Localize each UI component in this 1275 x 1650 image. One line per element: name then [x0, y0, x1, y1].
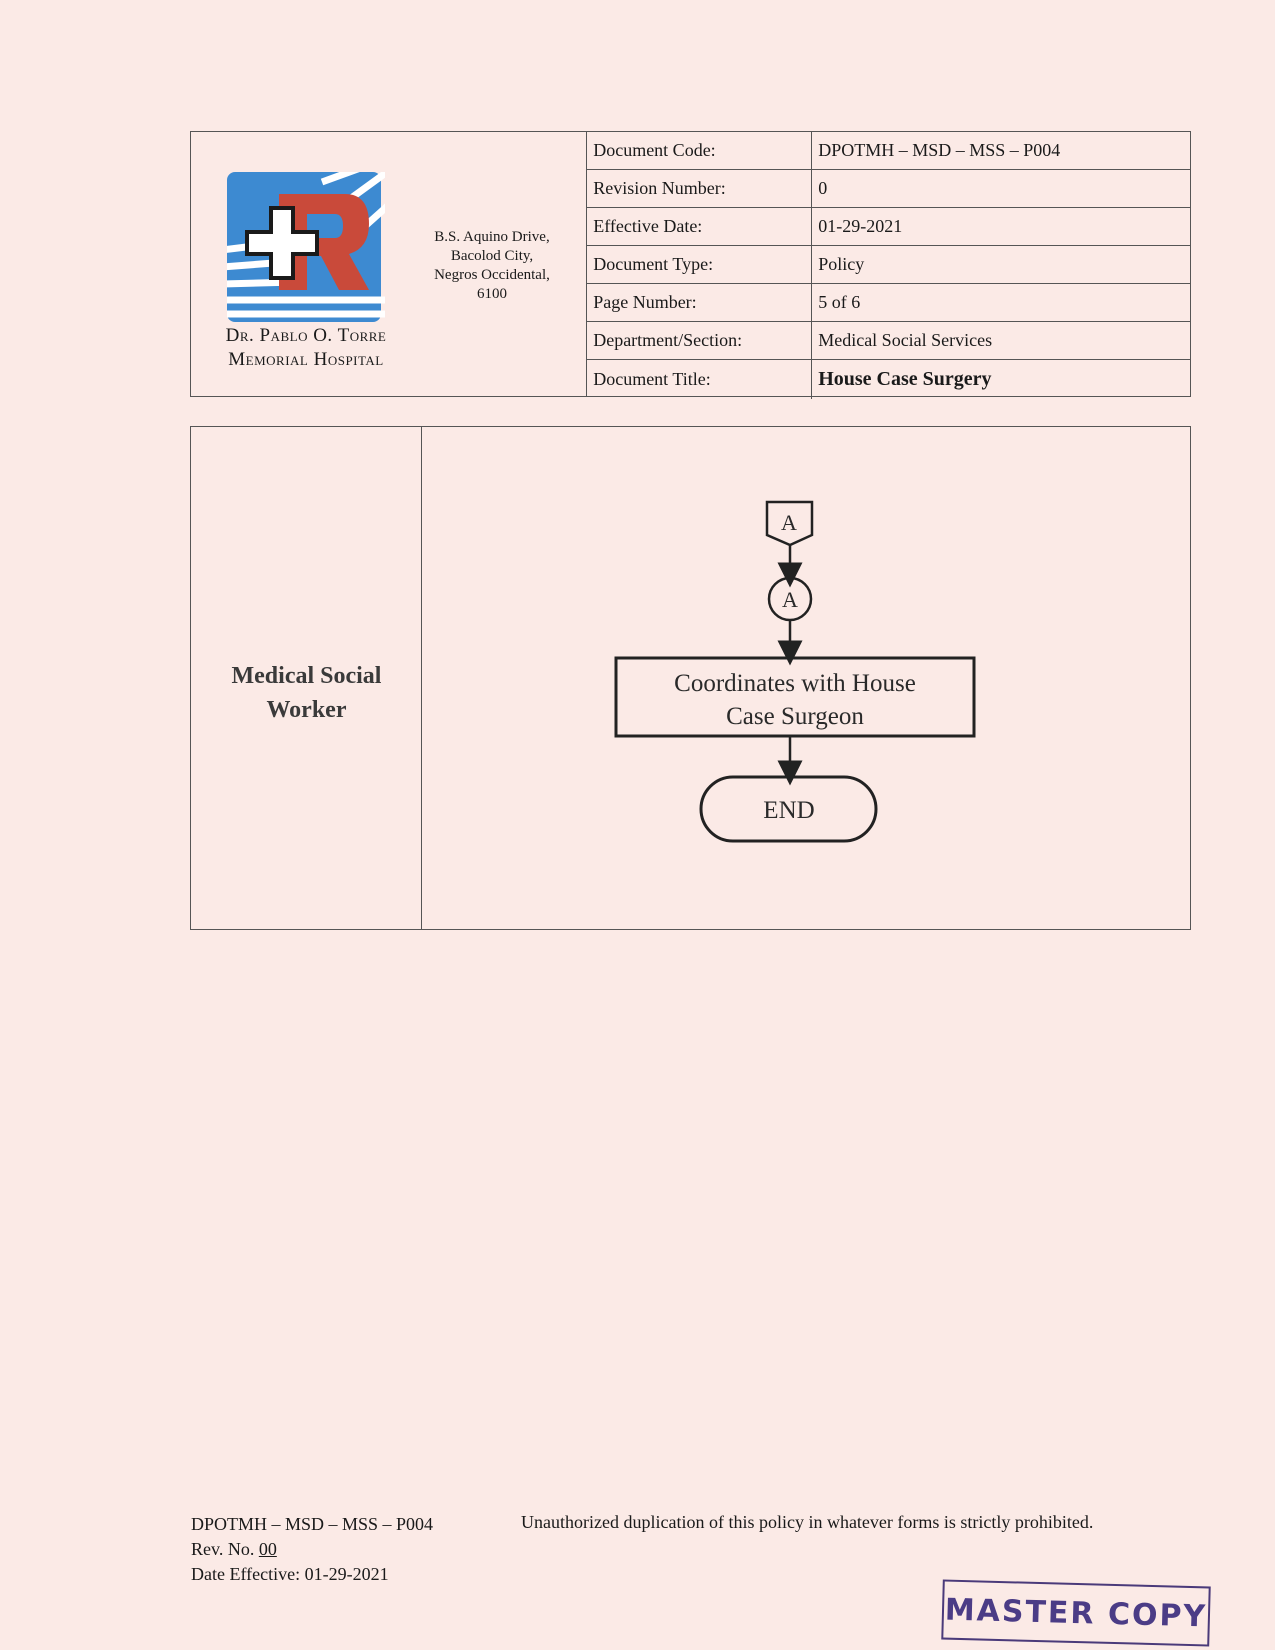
meta-label: Page Number: [587, 284, 812, 322]
meta-value: 5 of 6 [812, 284, 1190, 322]
offpage-connector-label: A [781, 510, 797, 535]
onpage-connector-label: A [782, 587, 798, 612]
document-meta-table [587, 132, 1190, 399]
meta-value: 0 [812, 170, 1190, 208]
hospital-address [417, 228, 567, 304]
meta-row-page [587, 284, 1190, 322]
footer-date [191, 1562, 433, 1587]
flowchart-block [190, 426, 1191, 930]
hospital-name-line2: Memorial Hospital [228, 349, 384, 370]
hospital-name [201, 324, 411, 372]
hospital-logo [227, 172, 385, 322]
address-line1: B.S. Aquino Drive, [434, 229, 550, 245]
swimlane-label-line1: Medical Social [231, 663, 382, 689]
stamp-text: MASTER COPY [944, 1592, 1208, 1634]
flowchart-diagram [422, 427, 1190, 929]
document-title: House Case Surgery [818, 368, 992, 390]
address-line3: Negros Occidental, [434, 267, 550, 283]
meta-label: Document Type: [587, 246, 812, 284]
footer-revision [191, 1537, 433, 1562]
meta-label: Document Code: [587, 132, 812, 170]
swimlane [191, 427, 422, 929]
swimlane-label [191, 659, 422, 727]
address-line2: Bacolod City, [450, 248, 534, 264]
process-label-line1: Coordinates with House [674, 670, 916, 697]
hospital-name-line1: Dr. Pablo O. Torre [225, 325, 387, 346]
meta-row-effective-date [587, 208, 1190, 246]
meta-label: Document Title: [587, 360, 812, 400]
footer-rev-label: Rev. No. [191, 1539, 255, 1559]
end-terminator-label: END [763, 797, 815, 824]
address-line4: 6100 [477, 286, 507, 302]
meta-label: Department/Section: [587, 322, 812, 360]
meta-row-title [587, 360, 1190, 400]
footer-date-value: 01-29-2021 [304, 1564, 389, 1584]
meta-value: Policy [812, 246, 1190, 284]
meta-row-code [587, 132, 1190, 170]
swimlane-label-line2: Worker [266, 697, 347, 723]
document-header [190, 131, 1191, 397]
footer-date-label: Date Effective: [191, 1564, 301, 1584]
hospital-block [191, 132, 587, 396]
process-label-line2: Case Surgeon [726, 703, 864, 730]
meta-value: Medical Social Services [812, 322, 1190, 360]
meta-value: DPOTMH – MSD – MSS – P004 [812, 132, 1190, 170]
meta-row-department [587, 322, 1190, 360]
footer-code: DPOTMH – MSD – MSS – P004 [191, 1514, 434, 1534]
footer-notice: Unauthorized duplication of this policy in whatever forms is strictly prohibited. [521, 1512, 1094, 1532]
meta-row-revision [587, 170, 1190, 208]
master-copy-stamp [941, 1580, 1210, 1647]
footer-rev-value: 00 [258, 1539, 277, 1559]
meta-row-type [587, 246, 1190, 284]
meta-label: Revision Number: [587, 170, 812, 208]
footer-document-info [191, 1512, 433, 1587]
meta-label: Effective Date: [587, 208, 812, 246]
meta-value: 01-29-2021 [812, 208, 1190, 246]
